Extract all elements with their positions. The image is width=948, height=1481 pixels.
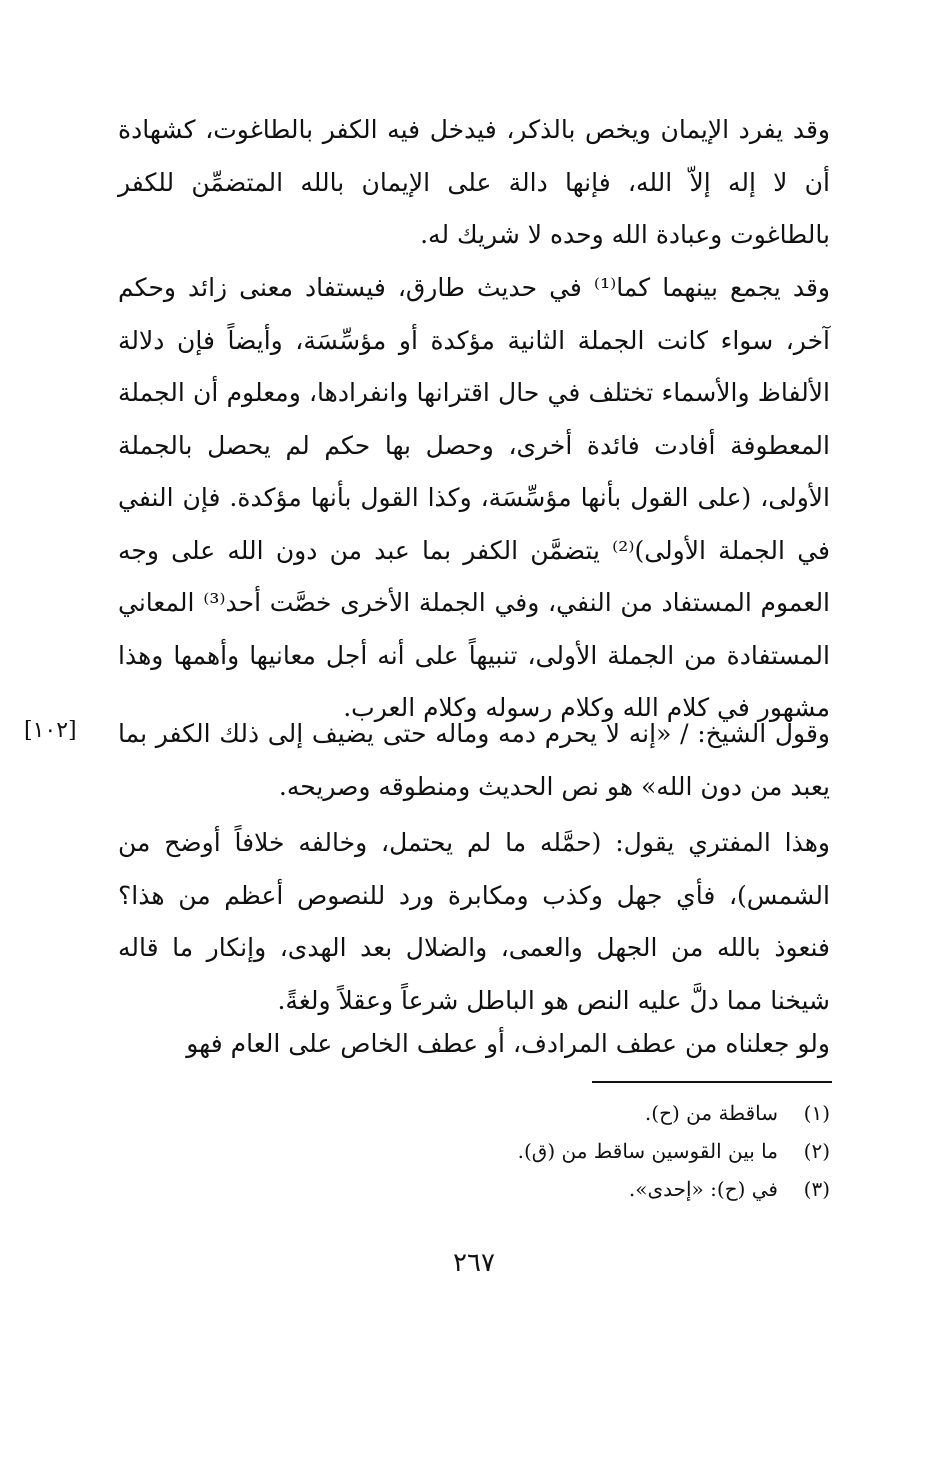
paragraph-1 <box>118 104 830 262</box>
footnotes <box>118 1094 830 1208</box>
paragraph-2 <box>118 262 830 735</box>
paragraph-text: وقد يجمع بينهما كما⁽¹⁾ في حديث طارق، فيستفاد معنى زائد وحكم آخر، سواء كانت الجملة الثانية مؤكدة أو مؤسِّسَة، وأيضاً فإن دلالة الألفاظ والأسماء تختلف في حال اقترانها وانفرادها، ومعلوم أن الجملة المعطوفة أفادت فائدة أخرى، وحصل بها حكم لم يحصل بالجملة الأولى، (على القول بأنها مؤسِّسَة، وكذا القول بأنها مؤكدة. فإن النفي في الجملة الأولى)⁽²⁾ يتضمَّن الكفر بما عبد من دون الله على وجه العموم المستفاد من النفي، وفي الجملة الأخرى خصَّت أحد⁽³⁾ المعاني المستفادة من الجملة الأولى، تنبيهاً على أنه أجل معانيها وأهمها وهذا مشهور في كلام الله وكلام رسوله وكلام العرب. <box>118 273 831 722</box>
footnote-number: (٣) <box>803 1177 830 1201</box>
footnote-1 <box>118 1094 830 1132</box>
marginal-page-reference: [١٠٢] <box>24 718 77 743</box>
footnote-text: ساقطة من (ح). <box>644 1101 778 1125</box>
paragraph-text: وهذا المفتري يقول: (حمَّله ما لم يحتمل، وخالفه خلافاً أوضح من الشمس)، فأي جهل وكذب ومكابرة ورد للنصوص أعظم من هذا؟ فنعوذ بالله من الجهل والعمى، والضلال بعد الهدى، وإنكار ما قاله شيخنا مما دلَّ عليه النص هو الباطل شرعاً وعقلاً ولغةً. <box>118 828 830 1015</box>
footnote-2 <box>118 1132 830 1170</box>
page-number: ٢٦٧ <box>453 1248 495 1278</box>
footnote-text: ما بين القوسين ساقط من (ق). <box>517 1139 778 1163</box>
footnote-3 <box>118 1170 830 1208</box>
footnote-separator <box>592 1081 832 1083</box>
paragraph-4 <box>118 817 830 1027</box>
paragraph-3 <box>118 708 830 813</box>
footnote-number: (١) <box>803 1101 830 1125</box>
paragraph-text: ولو جعلناه من عطف المرادف، أو عطف الخاص على العام فهو <box>186 1029 830 1058</box>
paragraph-text: وقد يفرد الإيمان ويخص بالذكر، فيدخل فيه الكفر بالطاغوت، كشهادة أن لا إله إلاّ الله، فإنها دالة على الإيمان بالله المتضمِّن للكفر بالطاغوت وعبادة الله وحده لا شريك له. <box>118 115 830 249</box>
paragraph-text: وقول الشيخ: / «إنه لا يحرم دمه وماله حتى يضيف إلى ذلك الكفر بما يعبد من دون الله» هو نص الحديث ومنطوقه وصريحه. <box>118 719 830 801</box>
footnote-text: في (ح): «إحدى». <box>628 1177 778 1201</box>
paragraph-5 <box>118 1018 830 1071</box>
footnote-number: (٢) <box>803 1139 830 1163</box>
